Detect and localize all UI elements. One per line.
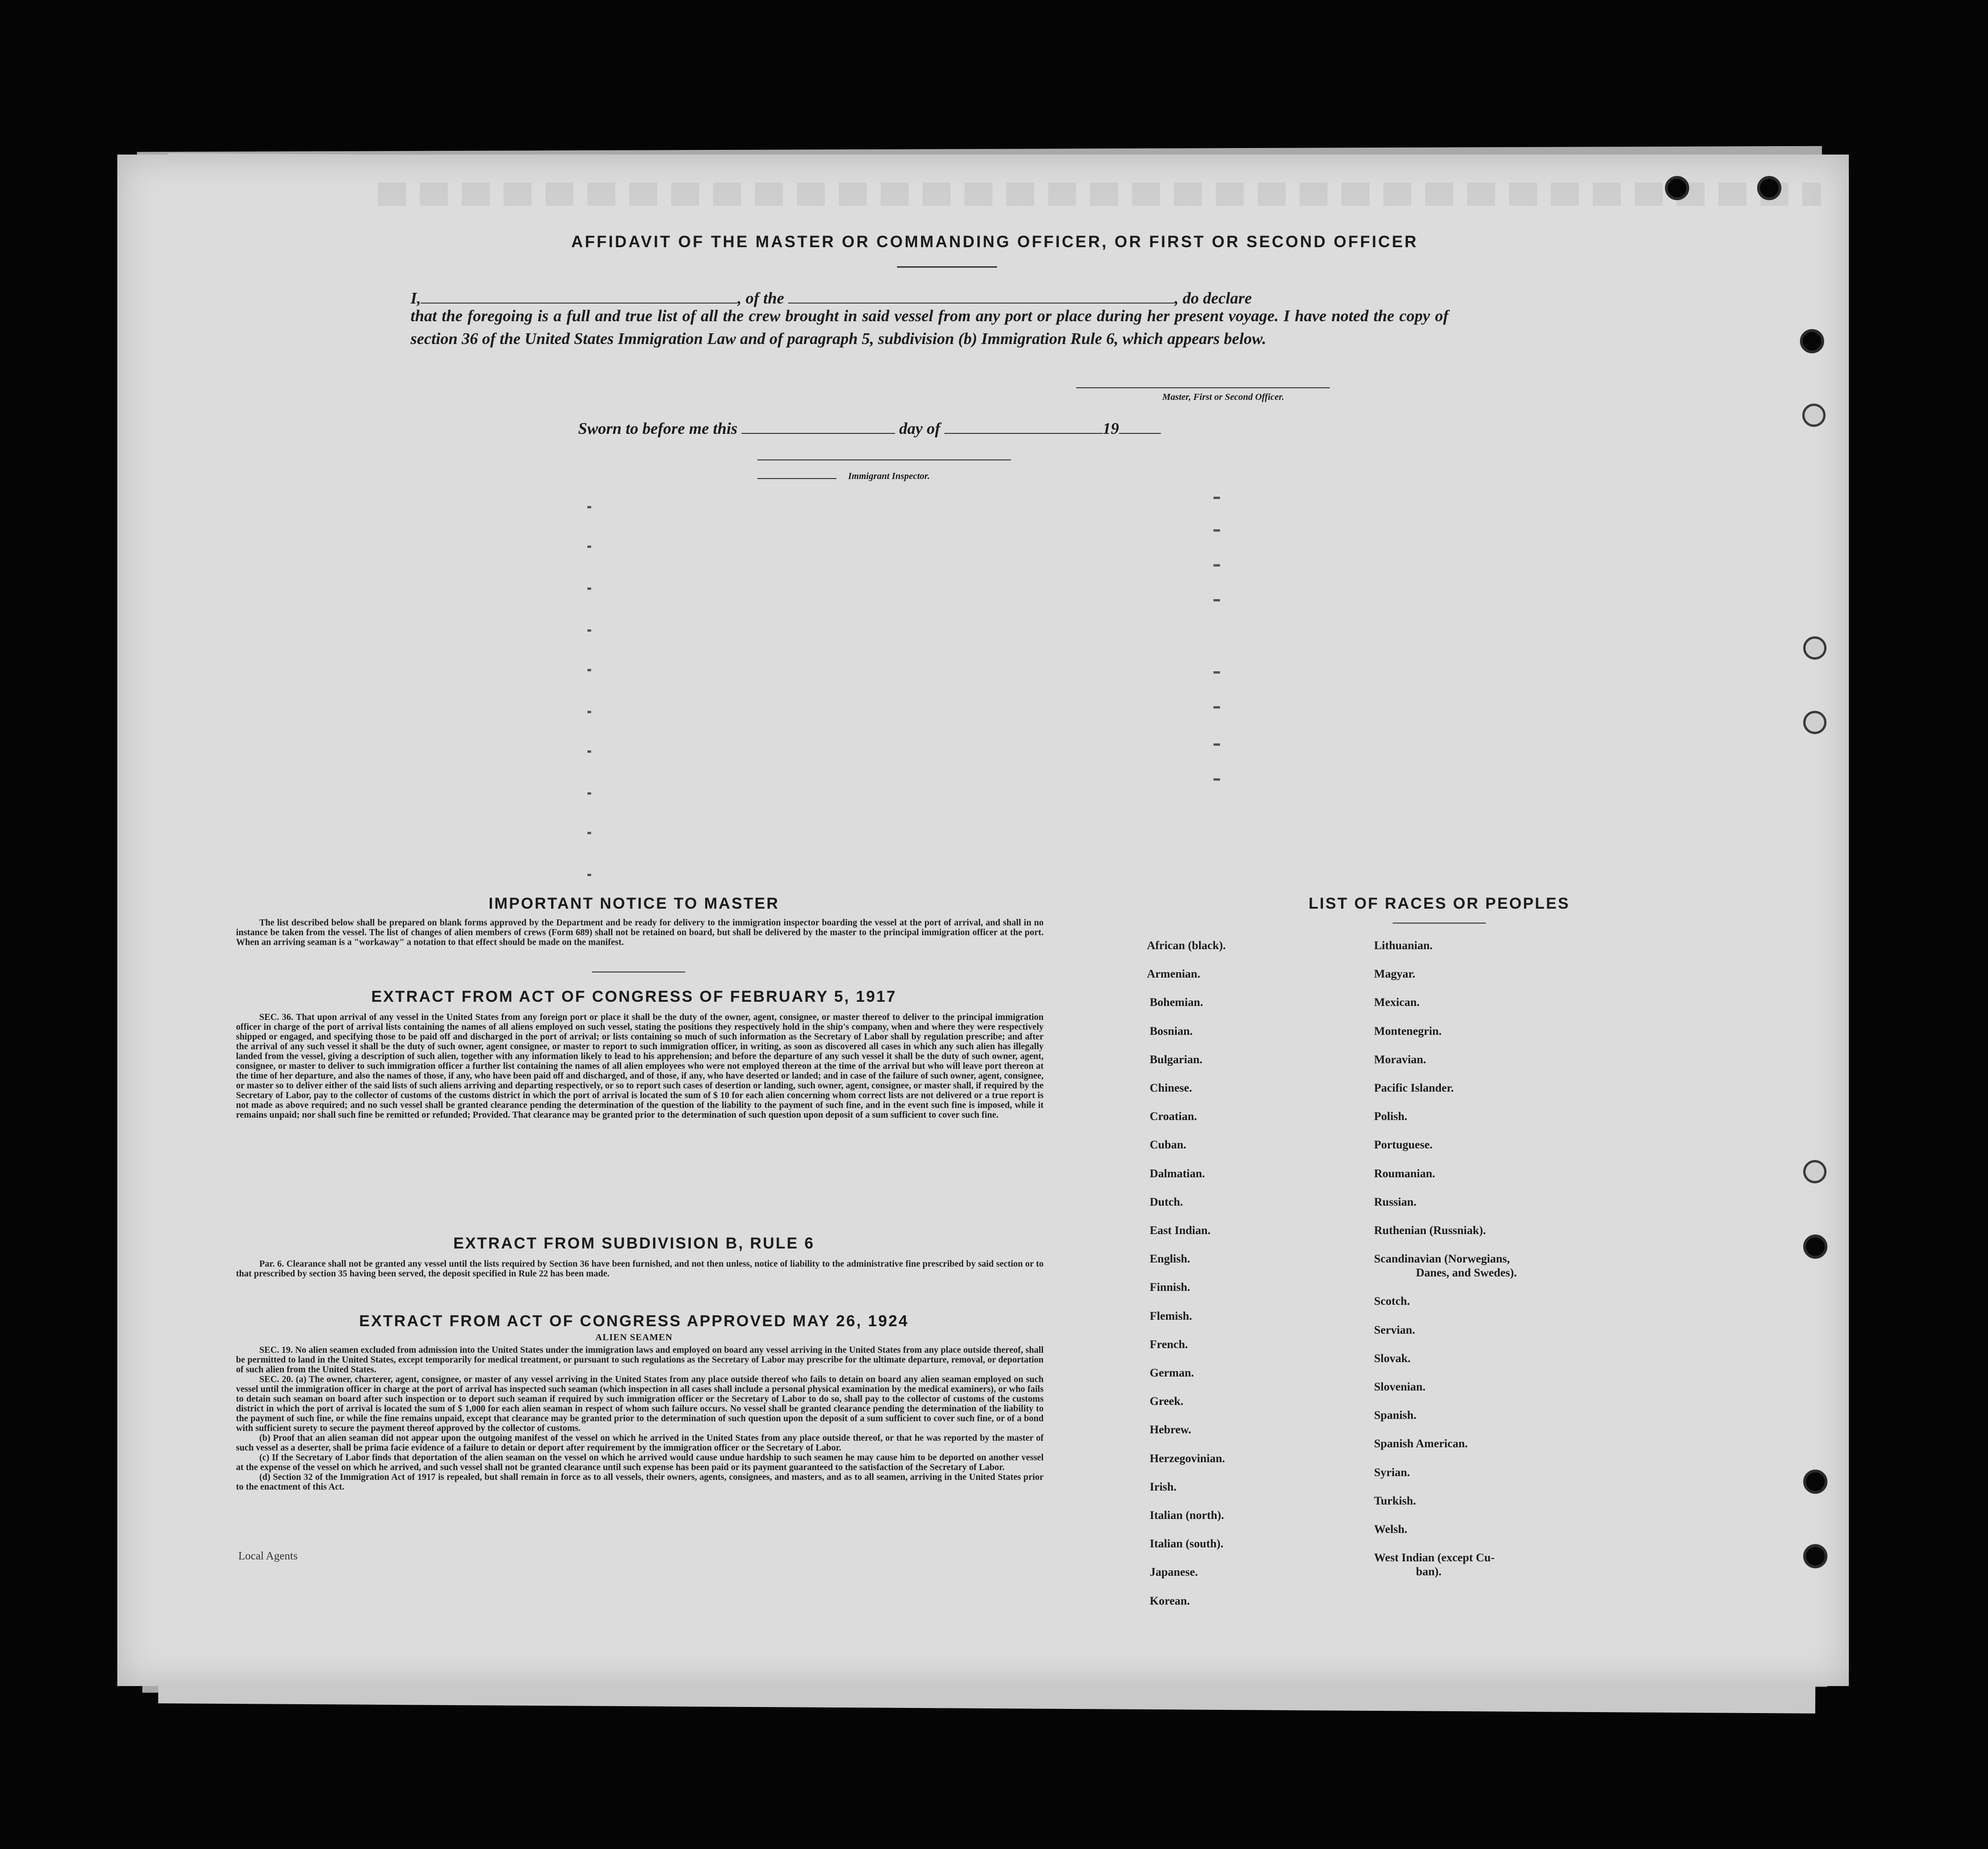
vessel-blank (788, 290, 1174, 304)
binder-hole (1803, 1470, 1827, 1494)
race-item: Russian. (1374, 1195, 1417, 1208)
race-item: Dutch. (1150, 1195, 1183, 1208)
race-item: Bohemian. (1150, 996, 1203, 1009)
bleed-mark (587, 546, 591, 548)
bleed-mark (1213, 599, 1220, 601)
race-item: Ruthenian (Russniak). (1374, 1224, 1486, 1237)
race-item: Hebrew. (1150, 1424, 1192, 1437)
bleed-mark (587, 711, 591, 713)
race-item: Bulgarian. (1150, 1053, 1203, 1066)
subsection-d-paragraph: (d) Section 32 of the Immigration Act of 1917 is repealed, but shall remain in force as to all vessels, their owners, agents, consignees, and masters, and as to all seamen, arriving in the United States prior to the enactment of this Act. (236, 1472, 1044, 1492)
year-label: 19 (1102, 419, 1119, 438)
bleed-mark (1213, 671, 1220, 674)
day-of-label: day of (899, 419, 941, 438)
race-item: Scandinavian (Norwegians, (1374, 1253, 1510, 1266)
bleed-mark (587, 832, 591, 834)
sec-20-paragraph: SEC. 20. (a) The owner, charterer, agent, consignee, or master of any vessel arriving in the United States from any place outside thereof who fails to detain on board any alien seaman employed on such vessel until the immigration officer in charge at the port of arrival has inspected such seaman (which inspection in all cases shall include a personal physical examination by the medical examiners), or who fails to detain such seaman on board after such inspection or to deport such seaman if required by such immigration officer or the Secretary of Labor to do so, shall pay to the collector of customs of the customs district in which the port of arrival is located the sum of $ 1,000 for each alien seaman in respect of whom such failure occurs. No vessel shall be granted clearance pending the determination of the liability to the payment of such fine, or while the fine remains unpaid, except that clearance may be granted prior to the determination of such question upon the deposit of a sum sufficient to cover such fine, or of a bond with sufficient surety to secure the payment thereof approved by the collector of customs. (236, 1375, 1044, 1433)
year-blank (1119, 420, 1161, 434)
bleed-mark (1213, 564, 1220, 567)
i-label: I, (411, 289, 421, 307)
bleed-mark (1213, 529, 1220, 532)
bleed-mark (587, 587, 591, 590)
race-item: Mexican. (1374, 996, 1420, 1009)
race-item: Croatian. (1150, 1110, 1197, 1123)
race-item: East Indian. (1150, 1224, 1211, 1237)
race-item: Chinese. (1150, 1082, 1192, 1094)
bleed-through-header (378, 182, 1821, 206)
extract-rule6-text (236, 1259, 1044, 1279)
race-item: Welsh. (1374, 1523, 1408, 1536)
binder-hole (1802, 404, 1826, 427)
race-item: Slovenian. (1374, 1381, 1426, 1393)
extract-1917-title: EXTRACT FROM ACT OF CONGRESS OF FEBRUARY 5, 1917 (371, 988, 897, 1005)
manifest-back-page (117, 155, 1849, 1686)
race-item: Servian. (1374, 1323, 1415, 1336)
binder-hole (1803, 1235, 1827, 1259)
race-item: Flemish. (1150, 1309, 1192, 1323)
race-item: Scotch. (1374, 1295, 1410, 1308)
sworn-label: Sworn to before me this (578, 419, 738, 438)
important-notice-title: IMPORTANT NOTICE TO MASTER (488, 895, 780, 912)
inspector-signature-line (757, 459, 1011, 460)
important-notice-paragraph: The list described below shall be prepared on blank forms approved by the Department and be ready for delivery to the immigration inspector boarding the vessel at the port of arrival, and shall in no instance be taken from the vessel. The list of changes of alien members of crews (Form 689) shall not be retained on board, but shall be delivered by the master to the principal immigration officer at the port. When an arriving seaman is a "workaway" a notation to that effect should be made on the manifest. (236, 918, 1044, 947)
subsection-c-paragraph: (c) If the Secretary of Labor finds that deportation of the alien seaman on the vessel on which he arrived would cause undue hardship to such seamen he may cause him to be deported on another vessel at the expense of the vessel on which he arrived, and such vessel shall not be granted clearance until such expense has been paid or its payment guaranteed to the satisfaction of the Secretary of Labor. (236, 1453, 1044, 1472)
race-item: ban). (1416, 1566, 1442, 1579)
race-item: Lithuanian. (1374, 939, 1433, 952)
race-item: Slovak. (1374, 1352, 1411, 1365)
race-item: Bosnian. (1150, 1025, 1193, 1038)
binder-hole (1803, 711, 1826, 734)
extract-1924-title: EXTRACT FROM ACT OF CONGRESS APPROVED MAY 26, 1924 (359, 1312, 909, 1330)
race-item: Italian (north). (1150, 1509, 1224, 1522)
race-item: Danes, and Swedes). (1416, 1267, 1517, 1280)
month-blank (944, 420, 1103, 434)
bleed-mark (587, 669, 591, 671)
race-item: African (black). (1147, 939, 1226, 952)
master-signature-line (1076, 387, 1330, 388)
of-the-label: , of the (737, 289, 784, 307)
race-item: Moravian. (1374, 1053, 1426, 1066)
binder-hole (1803, 1544, 1827, 1568)
par-6-paragraph: Par. 6. Clearance shall not be granted any vessel until the lists required by Section 36 have been furnished, and not then unless, notice of liability to the administrative fine prescribed by said section or to that prescribed by section 35 having been served, the deposit specified in Rule 22 has been made. (236, 1259, 1044, 1279)
races-rule (1393, 923, 1486, 924)
important-notice-text (236, 918, 1044, 947)
race-item: Spanish American. (1374, 1437, 1468, 1451)
race-item: Cuban. (1150, 1139, 1186, 1152)
binder-hole (1757, 176, 1781, 200)
race-item: Herzegovinian. (1150, 1452, 1225, 1465)
inspector-short-line (757, 478, 836, 479)
race-item: English. (1150, 1253, 1190, 1266)
race-item: Irish. (1150, 1480, 1177, 1493)
sec-19-paragraph: SEC. 19. No alien seamen excluded from admission into the United States under the immigration laws and employed on board any vessel arriving in the United States from any place outside thereof, shall be permitted to land in the United States, except temporarily for medical treatment, or pursuant to such regulations as the Secretary of Labor may prescribe for the ultimate departure, removal, or deportation of such alien from the United States. (236, 1345, 1044, 1375)
binder-hole (1803, 1160, 1826, 1183)
bleed-mark (1213, 743, 1220, 746)
race-item: German. (1150, 1367, 1194, 1379)
races-title: LIST OF RACES OR PEOPLES (1308, 895, 1570, 912)
race-item: West Indian (except Cu- (1374, 1552, 1495, 1565)
race-item: Spanish. (1374, 1409, 1417, 1422)
affidavit-text: that the foregoing is a full and true list of all the crew brought in said vessel from any port or place during her present voyage. I have noted the copy of section 36 of the United States Immigration Law and of paragraph 5, subdivision (b) Immigration Rule 6, which appears below. (411, 307, 1449, 348)
section-36-paragraph: SEC. 36. That upon arrival of any vessel in the United States from any foreign port or place it shall be the duty of the owner, agent, consignee, or master thereof to deliver to the principal immigration officer in charge of the port of arrival lists containing the names of all aliens employed on such vessel, stating the positions they respectively hold in the ship's company, when and where they were respectively shipped or engaged, and specifying those to be paid off and discharged in the port of arrival; or lists containing so much of such information as the Secretary of Labor shall by regulation prescribe; and after the arrival of any such vessel it shall be the duty of such owner, agent consignee, or master to report to such immigration officer, in writing, as soon as discovered all cases in which any such alien has illegally landed from the vessel, giving a description of such alien, together with any information likely to lead to his apprehension; and before the departure of any such vessel it shall be the duty of such owner, agent, consignee, or master to deliver to such immigration officer a further list containing the names of all alien employees who were not employed thereon at the time of the arrival but who will leave port thereon at the time of her departure, and also the names of those, if any, who have been paid off and discharged, and of those, if any, who have deserted or landed; and in case of the failure of such owner, agent, consignee, or master so to deliver either of the said lists of such aliens arriving and departing respectively, or so to report such cases of desertion or landing, such owner, agent, consignee, or master shall, if required by the Secretary of Labor, pay to the collector of customs of the customs district in which the port of arrival is located the sum of $ 10 for each alien concerning whom correct lists are not delivered or a true report is not made as above required; and no such vessel shall be granted clearance pending the determination of the question of the liability to the payment of such fine, and in the event such fine is imposed, while it remains unpaid; nor shall such fine be remitted or refunded; Provided. That clearance may be granted prior to the determination of such question upon deposit of a sum sufficient to cover such fine. (236, 1012, 1044, 1120)
race-item: Portuguese. (1374, 1139, 1433, 1152)
bleed-mark (1213, 497, 1220, 499)
race-item: Montenegrin. (1374, 1025, 1442, 1038)
local-agents-label: Local Agents (238, 1550, 298, 1562)
extract-1917-text (236, 1012, 1044, 1120)
sworn-line (578, 418, 1639, 440)
race-item: Italian (south). (1150, 1538, 1224, 1551)
race-item: Finnish. (1150, 1281, 1190, 1294)
race-item: Syrian. (1374, 1466, 1410, 1479)
master-caption: Master, First or Second Officer. (1162, 392, 1284, 402)
affidavit-title: AFFIDAVIT OF THE MASTER OR COMMANDING OFFICER, OR FIRST OR SECOND OFFICER (571, 233, 1418, 251)
day-blank (741, 420, 895, 434)
race-item: Magyar. (1374, 968, 1415, 981)
race-item: Armenian. (1147, 968, 1200, 981)
do-declare-label: , do declare (1174, 289, 1252, 307)
race-item: Dalmatian. (1150, 1167, 1205, 1180)
binder-hole (1803, 636, 1826, 660)
race-item: Turkish. (1374, 1494, 1416, 1507)
race-item: Korean. (1150, 1594, 1190, 1607)
bleed-mark (587, 792, 591, 795)
bleed-mark (1213, 778, 1220, 781)
extract-rule6-title: EXTRACT FROM SUBDIVISION B, RULE 6 (453, 1235, 815, 1252)
bleed-mark (1213, 706, 1220, 709)
race-item: Greek. (1150, 1395, 1184, 1408)
binder-hole (1800, 329, 1824, 353)
race-item: Polish. (1374, 1110, 1408, 1123)
bleed-mark (587, 629, 591, 632)
extract-1924-text (236, 1345, 1044, 1492)
race-item: Japanese. (1150, 1566, 1198, 1579)
alien-seamen-subtitle: ALIEN SEAMEN (595, 1332, 673, 1343)
race-item: French. (1150, 1338, 1188, 1351)
race-item: Pacific Islander. (1374, 1082, 1454, 1094)
bleed-mark (587, 506, 591, 508)
bleed-mark (587, 750, 591, 753)
name-blank (421, 290, 737, 304)
binder-hole (1665, 176, 1689, 200)
race-item: Roumanian. (1374, 1167, 1435, 1180)
subsection-b-paragraph: (b) Proof that an alien seaman did not appear upon the outgoing manifest of the vessel on which he arrived in the United States from any place outside thereof, or that he was reported by the master of such vessel as a deserter, shall be prima facie evidence of a failure to detain or deport after requirement by the immigration officer or the Secretary of Labor. (236, 1433, 1044, 1453)
title-rule (897, 266, 997, 268)
bleed-mark (587, 874, 591, 876)
inspector-caption: Immigrant Inspector. (848, 471, 930, 481)
